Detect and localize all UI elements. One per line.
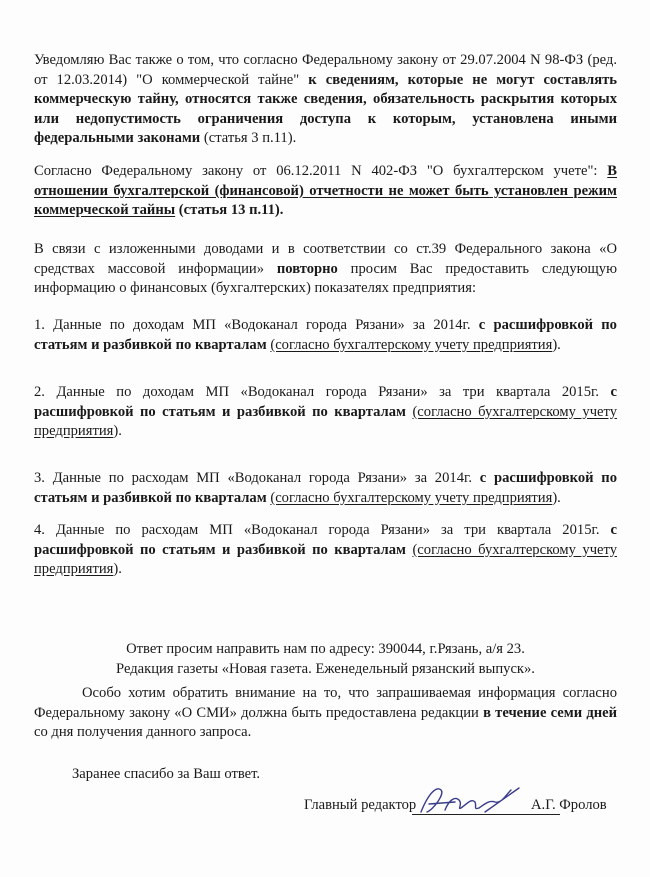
request-item-2 xyxy=(34,383,617,442)
closing-thanks: Заранее спасибо за Ваш ответ. xyxy=(72,766,261,782)
bold-text: с расшифровкой по статьям и разбивкой по кварталам xyxy=(34,522,617,558)
bold-text: повторно xyxy=(276,260,338,277)
text: В связи с изложенными доводами и в соответствии со ст.39 Федерального закона «О средствах массовой информации» xyxy=(34,241,617,277)
paragraph-accounting-law xyxy=(34,162,617,221)
bold-text: с расшифровкой по статьям и разбивкой по кварталам xyxy=(34,384,617,420)
text: 4. Данные по расходам МП «Водоканал города Рязани» за три квартала 2015г. xyxy=(34,522,611,538)
signature-block xyxy=(290,796,620,816)
text: ). xyxy=(113,561,122,577)
text: ). xyxy=(552,336,561,353)
text: 2. Данные по доходам МП «Водоканал города Рязани» за три квартала 2015г. xyxy=(34,384,611,400)
text: 1. Данные по доходам МП «Водоканал города Рязани» за 2014г. xyxy=(34,317,479,333)
signer-name: А.Г. Фролов xyxy=(531,797,607,813)
address-line: Ответ просим направить нам по адресу: 390044, г.Рязань, а/я 23. xyxy=(126,641,525,657)
underlined-text: (согласно бухгалтерскому учету предприятия xyxy=(270,336,553,353)
handwritten-signature xyxy=(415,782,525,822)
text: ). xyxy=(113,423,122,439)
bold-underlined-text: В отношении бухгалтерской (финансовой) отчетности не может быть установлен режим коммерческой тайны xyxy=(34,163,617,218)
text: просим Вас предоставить следующую информацию о финансовых (бухгалтерских) показателях предприятия: xyxy=(34,260,617,296)
bold-text: с расшифровкой по статьям и разбивкой по кварталам xyxy=(34,317,617,353)
paragraph-request-intro xyxy=(34,240,617,299)
bold-text: с расшифровкой по статьям и разбивкой по кварталам xyxy=(34,470,617,506)
reply-address xyxy=(34,640,617,679)
request-item-3 xyxy=(34,469,617,508)
request-item-1 xyxy=(34,316,617,355)
underlined-text: (согласно бухгалтерскому учету предприятия xyxy=(270,489,553,506)
request-item-4 xyxy=(34,521,617,580)
bold-text: (статья 13 п.11). xyxy=(175,202,284,218)
paragraph-deadline-notice xyxy=(34,684,617,743)
text: Особо хотим обратить внимание на то, что запрашиваемая информация согласно Федеральному закону «О СМИ» должна быть предоставлена редакции xyxy=(34,685,617,721)
text: 3. Данные по расходам МП «Водоканал города Рязани» за 2014г. xyxy=(34,470,480,486)
paragraph-trade-secret-law xyxy=(34,51,617,149)
text: со дня получения данного запроса. xyxy=(34,724,252,740)
editorial-line: Редакция газеты «Новая газета. Еженедельный рязанский выпуск». xyxy=(116,660,535,677)
underlined-text: (согласно бухгалтерскому учету предприятия xyxy=(34,403,617,439)
bold-text: к сведениям, которые не могут составлять коммерческую тайну, относятся также сведения, обязательность раскрытия которых или недопустимость ограничения доступа к которым, установлена иными федеральными законами xyxy=(34,71,617,146)
text: ). xyxy=(552,489,561,506)
signer-title: Главный редактор xyxy=(304,797,417,813)
bold-text: в течение семи дней xyxy=(483,704,617,721)
text: Согласно Федеральному закону от 06.12.2011 N 402-ФЗ "О бухгалтерском учете": xyxy=(34,163,608,179)
text: Уведомляю Вас также о том, что согласно Федеральному закону от 29.07.2004 N 98-ФЗ (ред. от 12.03.2014) "О коммерческой тайне" xyxy=(34,52,617,88)
text: (статья 3 п.11). xyxy=(200,130,297,146)
underlined-text: (согласно бухгалтерскому учету предприятия xyxy=(34,541,617,577)
